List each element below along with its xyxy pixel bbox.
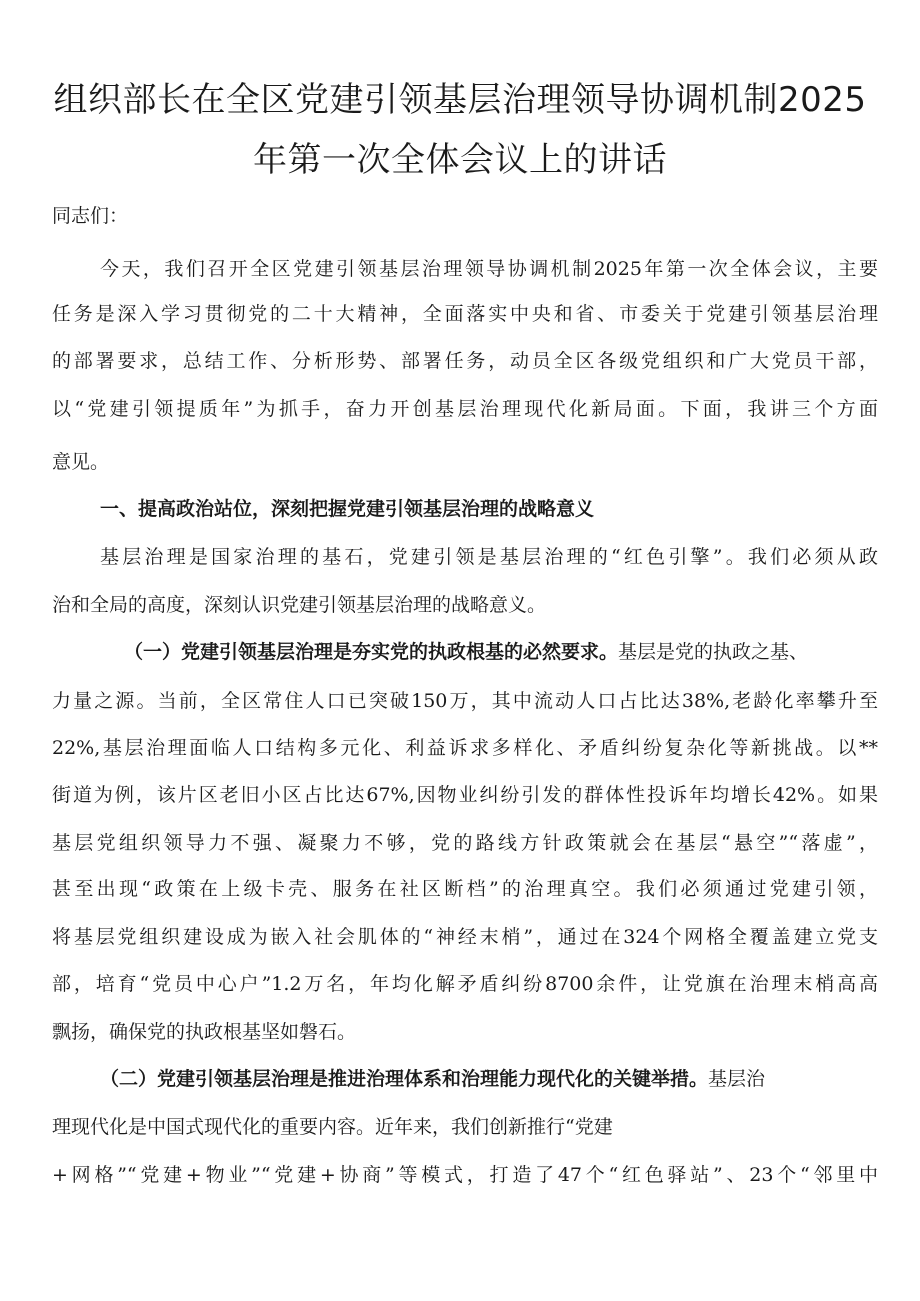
paragraph-line: 飘扬，确保党的执政根基坚如磐石。 (52, 1021, 357, 1043)
paragraph-line: 以“党建引领提质年”为抓手，奋力开创基层治理现代化新局面。下面，我讲三个方面 (52, 398, 878, 420)
salutation: 同志们： (52, 205, 129, 227)
paragraph-line: 街道为例，该片区老旧小区占比达67%,因物业纠纷引发的群体性投诉年均增长42%。如果 (52, 784, 878, 806)
subsection-heading: （二）党建引领基层治理是推进治理体系和治理能力现代化的关键举措。 (100, 1068, 709, 1090)
document-title-line2: 年第一次全体会议上的讲话 (253, 140, 667, 180)
subsection-heading: （一）党建引领基层治理是夯实党的执政根基的必然要求。 (124, 641, 619, 663)
paragraph-line: 基层党组织领导力不强、凝聚力不够，党的路线方针政策就会在基层“悬空”“落虚”， (52, 832, 878, 854)
paragraph-line: 力量之源。当前，全区常住人口已突破150万，其中流动人口占比达38%,老龄化率攀升至 (52, 690, 878, 712)
paragraph-line: 22%,基层治理面临人口结构多元化、利益诉求多样化、矛盾纠纷复杂化等新挑战。以** (52, 737, 878, 759)
paragraph-line: 理现代化是中国式现代化的重要内容。近年来，我们创新推行“党建 (52, 1116, 613, 1138)
subsection-lead-line (100, 1064, 878, 1094)
paragraph-line: 将基层党组织建设成为嵌入社会肌体的“神经末梢”，通过在324个网格全覆盖建立党支 (52, 926, 878, 948)
paragraph-line: 治和全局的高度，深刻认识党建引领基层治理的战略意义。 (52, 594, 547, 616)
paragraph-line: 部，培育“党员中心户”1.2万名，年均化解矛盾纠纷8700余件，让党旗在治理末梢高高 (52, 973, 878, 995)
subsection-text: 基层是党的执政之基、 (618, 641, 809, 663)
paragraph-line: +网格”“党建+物业”“党建+协商”等模式，打造了47个“红色驿站”、23个“邻里中 (52, 1164, 878, 1186)
paragraph-line: 的部署要求，总结工作、分析形势、部署任务，动员全区各级党组织和广大党员干部， (52, 350, 878, 372)
paragraph-line: 今天，我们召开全区党建引领基层治理领导协调机制2025年第一次全体会议，主要 (100, 258, 878, 280)
paragraph-line: 基层治理是国家治理的基石，党建引领是基层治理的“红色引擎”。我们必须从政 (100, 546, 878, 568)
section-heading: 一、提高政治站位，深刻把握党建引领基层治理的战略意义 (100, 498, 595, 520)
paragraph-line: 甚至出现“政策在上级卡壳、服务在社区断档”的治理真空。我们必须通过党建引领， (52, 878, 878, 900)
subsection-text: 基层治 (708, 1068, 766, 1090)
paragraph-line: 意见。 (52, 451, 110, 473)
subsection-lead-line (124, 637, 878, 667)
document-title-line1: 组织部长在全区党建引领基层治理领导协调机制2025 (53, 80, 867, 120)
paragraph-line: 任务是深入学习贯彻党的二十大精神，全面落实中央和省、市委关于党建引领基层治理 (52, 303, 878, 325)
